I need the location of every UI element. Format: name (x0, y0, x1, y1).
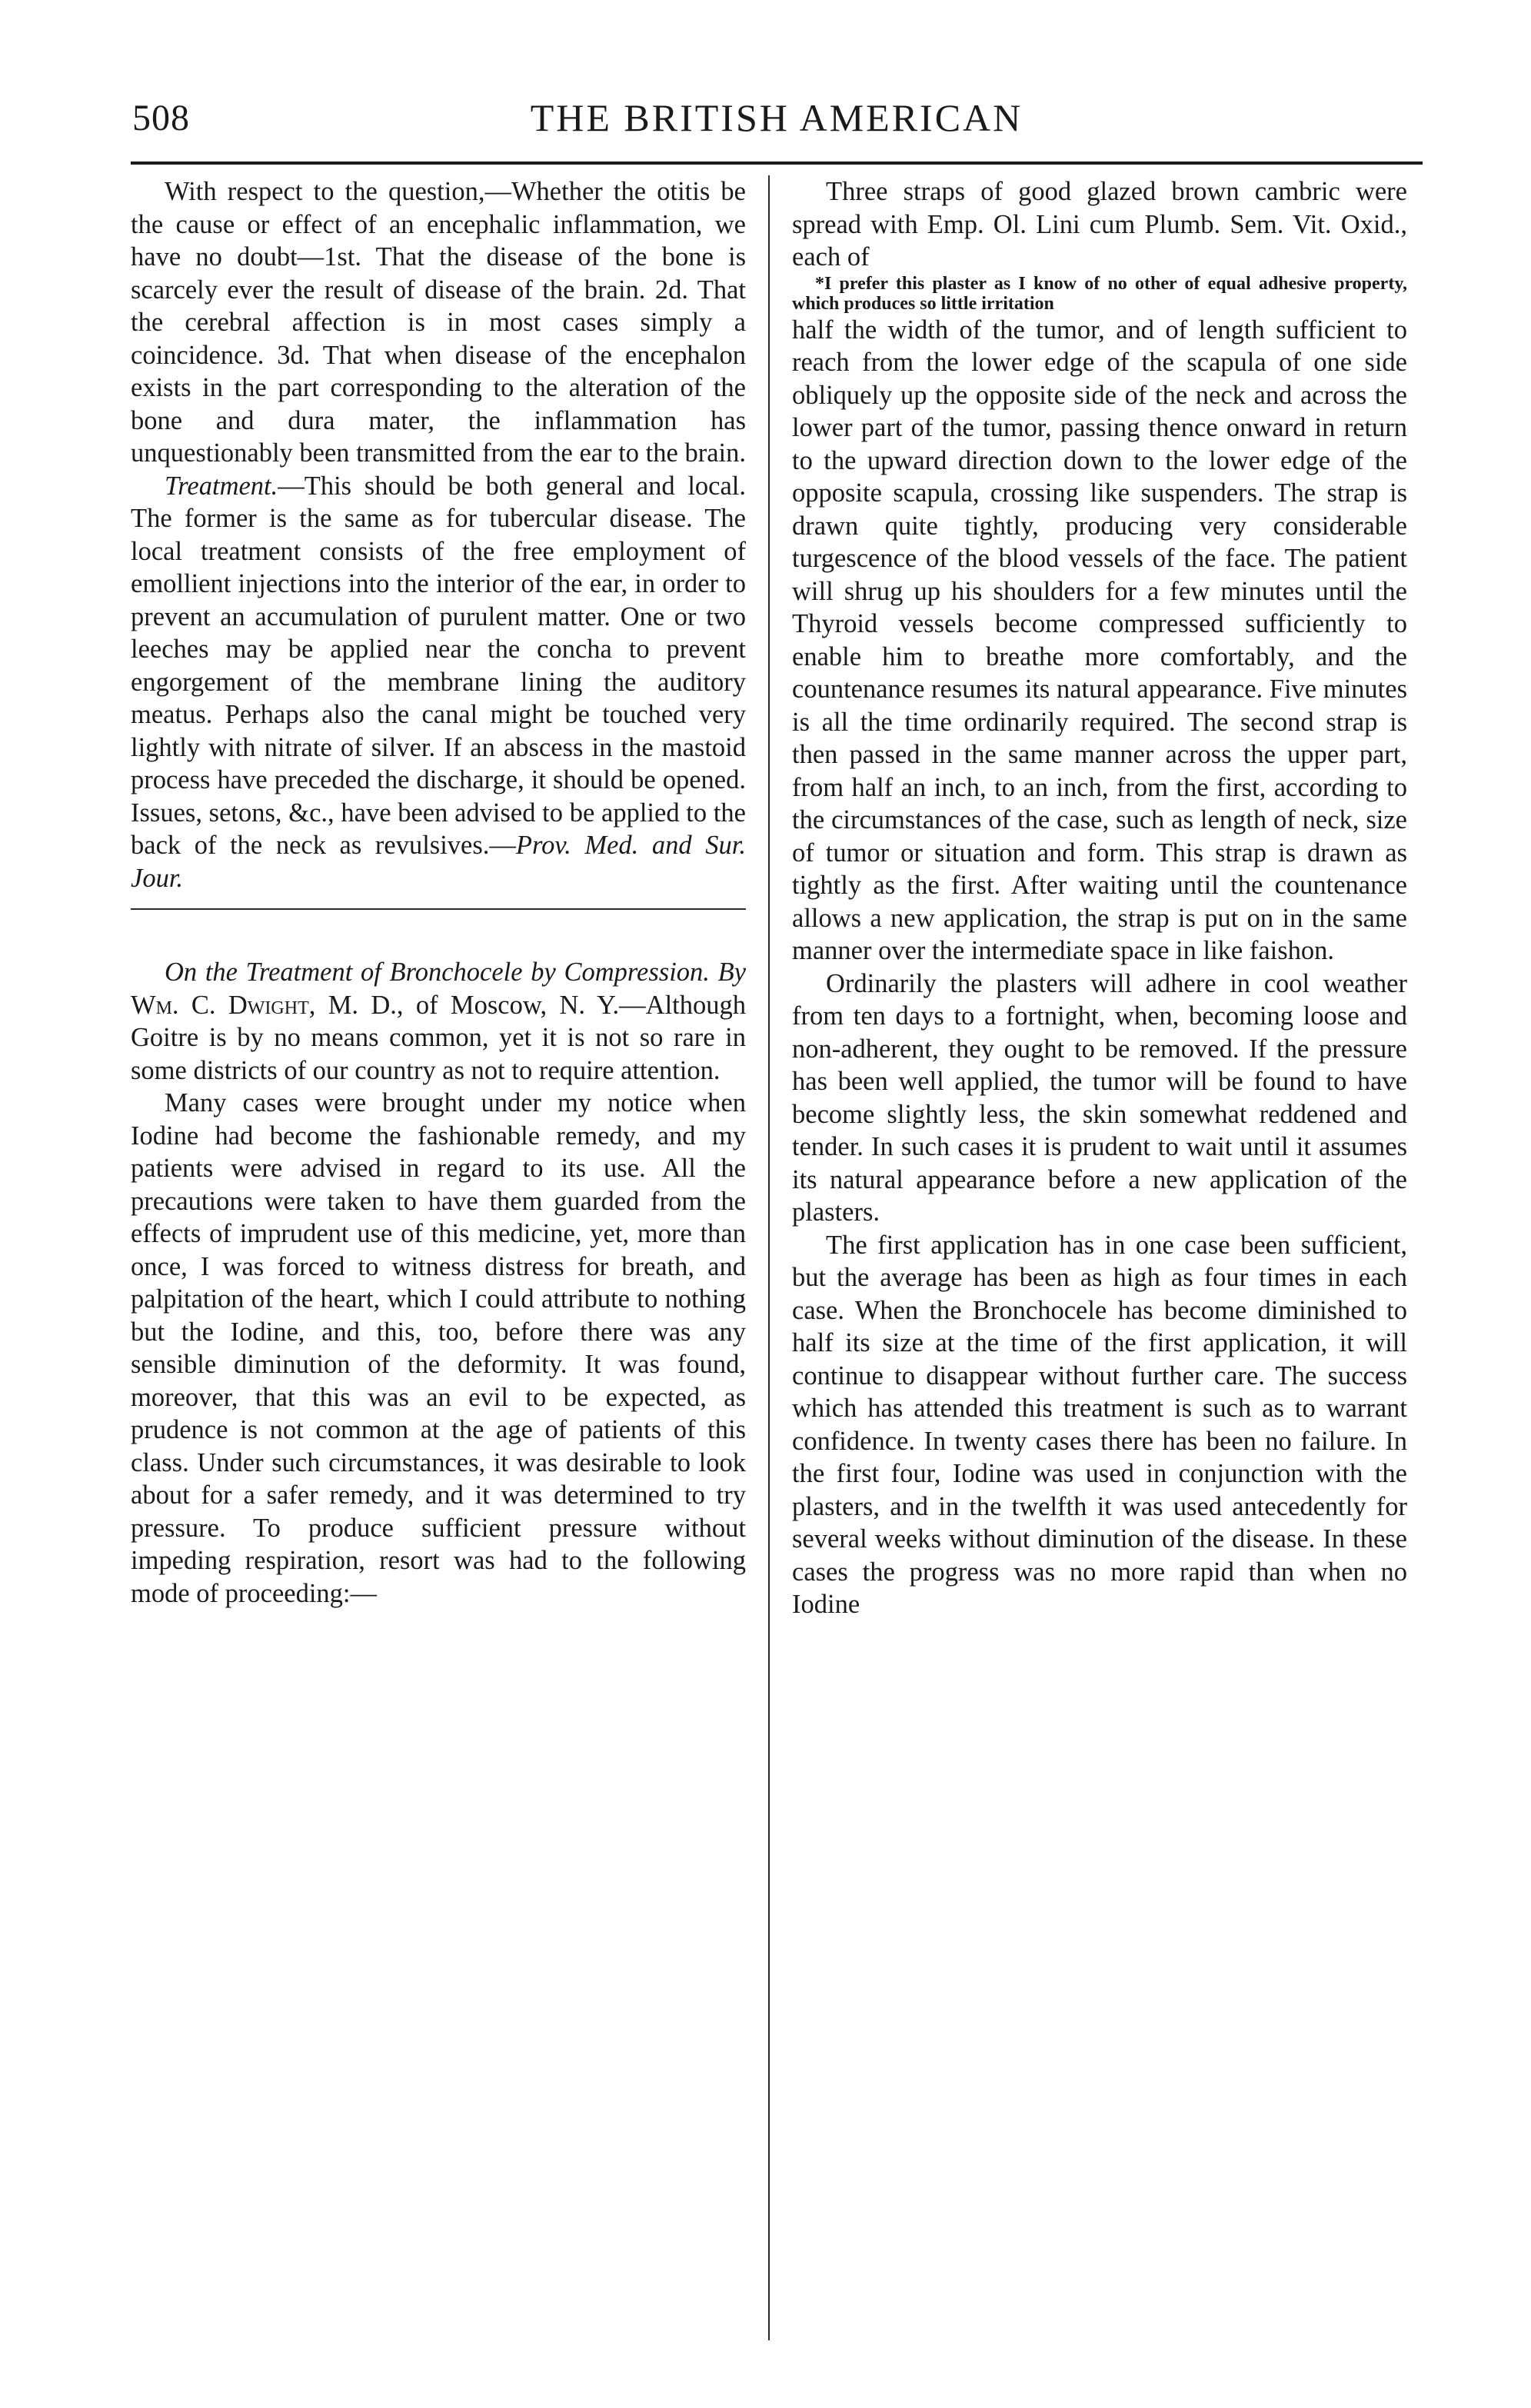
article-title: On the Treatment of Bronchocele by Compression. (165, 958, 710, 987)
source-citation: Prov. Med. and Sur. Jour. (131, 831, 746, 893)
journal-page (131, 91, 1423, 2344)
left-column (131, 175, 746, 1610)
running-title: THE BRITISH AMERICAN (530, 96, 1023, 139)
article-heading (131, 956, 746, 1087)
treatment-text: —This should be both general and local. The former is the same as for tubercular disease. The local treatment consists of the free employment of emollient injections into the interior of the ear, in order to prevent an accumulation of purulent matter. One or two leeches may be applied near the concha to prevent engorgement of the membrane lining the auditory meatus. Perhaps also the canal might be touched very lightly with nitrate of silver. If an abscess in the mastoid process have preceded the discharge, it should be opened. Issues, setons, &c., have been advised to be applied to the back of the neck as revulsives.— (131, 471, 746, 860)
article-by: By (717, 958, 747, 987)
paragraph-straps-continued: half the width of the tumor, and of length sufficient to reach from the lower edge of the scapula of one side obliquely up the opposite side of the neck and across the lower part of the tumor, passing thence onward in return to the upward direction down to the lower edge of the opposite scapula, crossing like suspenders. The strap is drawn quite tightly, producing very considerable turgescence of the blood vessels of the face. The patient will shrug up his shoulders for a few minutes until the Thyroid vessels become compressed sufficiently to enable him to breathe more comfortably, and the countenance resumes its natural appearance. Five minutes is all the time ordinarily required. The second strap is then passed in the same manner across the upper part, from half an inch, to an inch, from the first, according to the circumstances of the case, such as length of neck, size of tumor or situation and form. This strap is drawn as tightly as the first. After waiting until the countenance allows a new application, the strap is put on in the same manner over the intermediate space in like faishon. (792, 315, 1407, 965)
header-rule (131, 162, 1423, 165)
article-author: Wm. C. Dwight, (131, 990, 316, 1020)
article-end-rule (131, 908, 746, 910)
right-column (792, 175, 1407, 1621)
paragraph-first-application: The first application has in one case been sufficient, but the average has been as high as four times in each case. When the Bronchocele has become diminished to half its size at the time of the first application, it will continue to disappear without further care. The success which has attended this treatment is such as to warrant confidence. In twenty cases there has been no failure. In the first four, Iodine was used in conjunction with the plasters, and in the twelfth it was used antecedently for several weeks without diminution of the disease. In these cases the progress was no more rapid than when no Iodine (792, 1230, 1407, 1619)
paragraph-straps-start: Three straps of good glazed brown cambric were spread with Emp. Ol. Lini cum Plumb. Sem. Vit. Oxid., each of (792, 177, 1407, 271)
footnote: *I prefer this plaster as I know of no other of equal adhesive property, which produces so little irritation (792, 273, 1407, 314)
treatment-heading: Treatment. (165, 471, 278, 501)
paragraph-adhere: Ordinarily the plasters will adhere in cool weather from ten days to a fortnight, when, becoming loose and non-adherent, they ought to be removed. If the pressure has been well applied, the tumor will be found to have become slightly less, the skin somewhat reddened and tender. In such cases it is prudent to wait until it assumes its natural appearance before a new application of the plasters. (792, 968, 1407, 1227)
page-number: 508 (132, 98, 190, 138)
paragraph-iodine: Many cases were brought under my notice when Iodine had become the fashionable remedy, and my patients were advised in regard to its use. All the precautions were taken to have them guarded from the effects of imprudent use of this medicine, yet, more than once, I was forced to witness distress for breath, and palpitation of the heart, which I could attribute to nothing but the Iodine, and this, too, before there was any sensible diminution of the deformity. It was found, moreover, that this was an evil to be expected, as prudence is not common at the age of patients of this class. Under such circumstances, it was desirable to look about for a safer remedy, and it was determined to try pressure. To produce sufficient pressure without impeding respiration, resort was had to the following mode of proceeding:— (131, 1088, 746, 1608)
article-intro: M. D., of Moscow, N. Y.—Although Goitre is by no means common, yet it is not so rare in some districts of our country as not to require attention. (131, 990, 746, 1085)
paragraph-otitis: With respect to the question,—Whether the otitis be the cause or effect of an encephalic inflammation, we have no doubt—1st. That the disease of the bone is scarcely ever the result of disease of the brain. 2d. That the cerebral affection is in most cases simply a coincidence. 3d. That when disease of the encephalon exists in the part corresponding to the alteration of the bone and dura mater, the inflammation has unquestionably been transmitted from the ear to the brain. (131, 177, 746, 468)
column-divider (768, 175, 770, 2340)
page-header (131, 91, 1423, 152)
paragraph-treatment (131, 470, 746, 895)
